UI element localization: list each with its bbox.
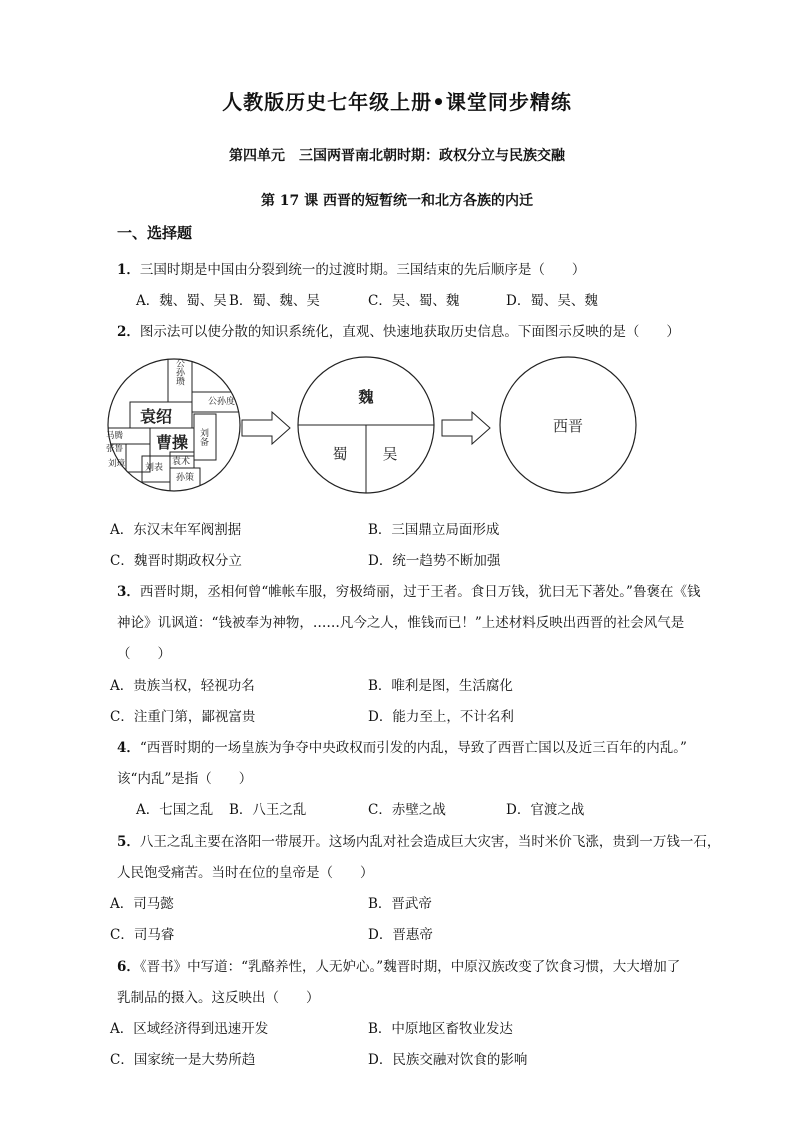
question-number: 3． <box>117 584 140 600</box>
question-1 <box>117 258 585 278</box>
option-2a[interactable]: A．东汉末年军阀割据 <box>110 522 242 538</box>
label-cao-cao: 曹操 <box>156 433 189 452</box>
question-5 <box>117 830 720 850</box>
question-text: 《晋书》中写道：“乳酪养性，人无妒心。”魏晋时期，中原汉族改变了饮食习惯，大大增加了 <box>139 959 681 975</box>
question-4-line-2: 该“内乱”是指（ ） <box>117 771 253 787</box>
question-text: 三国时期是中国由分裂到统一的过渡时期。三国结束的先后顺序是（ ） <box>139 262 586 278</box>
option-1a[interactable]: A．魏、蜀、吴 <box>136 293 227 309</box>
option-3c[interactable]: C．注重门第，鄙视富贵 <box>110 709 256 725</box>
question-number: 2． <box>117 324 140 340</box>
page-title: 人教版历史七年级上册•课堂同步精练 <box>222 90 572 114</box>
option-4d[interactable]: D．官渡之战 <box>506 802 585 818</box>
option-6a[interactable]: A．区域经济得到迅速开发 <box>110 1021 269 1037</box>
option-5b[interactable]: B．晋武帝 <box>368 896 432 912</box>
label-yuan-shu: 袁术 <box>172 457 191 467</box>
label-yuan-shao: 袁绍 <box>140 407 173 426</box>
question-3-line-2: 神论》讥讽道：“钱被奉为神物，……凡今之人，惟钱而已！”上述材料反映出西晋的社会风气是 <box>117 615 685 631</box>
option-2b[interactable]: B．三国鼎立局面形成 <box>368 522 500 538</box>
question-4 <box>117 736 687 756</box>
option-1c[interactable]: C．吴、蜀、魏 <box>368 293 460 309</box>
lesson-heading: 第 17 课 西晋的短暂统一和北方各族的内迁 <box>260 193 534 209</box>
option-6c[interactable]: C．国家统一是大势所趋 <box>110 1052 256 1068</box>
label-sun-ce: 孙策 <box>176 473 195 483</box>
option-5c[interactable]: C．司马睿 <box>110 927 175 943</box>
option-3b[interactable]: B．唯利是图，生活腐化 <box>368 678 513 694</box>
section-heading: 一、选择题 <box>117 224 193 242</box>
option-2d[interactable]: D．统一趋势不断加强 <box>368 553 501 569</box>
option-1b[interactable]: B．蜀、魏、吴 <box>229 293 320 309</box>
label-xijin: 西晋 <box>552 417 584 435</box>
question-5-line-2: 人民饱受痛苦。当时在位的皇帝是（ ） <box>117 865 374 881</box>
three-kingdoms-circle <box>298 357 434 493</box>
question-6 <box>117 955 680 975</box>
option-2c[interactable]: C．魏晋时期政权分立 <box>110 553 242 569</box>
label-liu-biao: 刘表 <box>145 463 164 473</box>
option-5d[interactable]: D．晋惠帝 <box>368 927 433 943</box>
western-jin-circle <box>500 357 636 493</box>
label-gongsun-zan: 公孙瓒 <box>174 358 184 386</box>
label-ma-teng: 马腾 <box>106 431 124 441</box>
label-liu-bei: 刘备 <box>198 428 208 446</box>
question-text: “西晋时期的一场皇族为争夺中央政权而引发的内乱，导致了西晋亡国以及近三百年的内乱。” <box>139 740 687 756</box>
label-zhang-lu: 张鲁 <box>106 444 124 454</box>
question-number: 1． <box>117 262 140 278</box>
history-diagram <box>90 352 650 502</box>
question-3 <box>117 580 700 600</box>
option-4a[interactable]: A．七国之乱 <box>136 802 214 818</box>
arrow-right-icon <box>242 412 290 444</box>
question-number: 6． <box>117 959 140 975</box>
question-text: 图示法可以使分散的知识系统化，直观、快速地获取历史信息。下面图示反映的是（ ） <box>139 324 680 340</box>
option-6b[interactable]: B．中原地区畜牧业发达 <box>368 1021 513 1037</box>
question-number: 5． <box>117 834 140 850</box>
arrow-right-icon <box>442 412 490 444</box>
label-liu-zhang: 刘璋 <box>108 459 126 469</box>
unit-heading: 第四单元 三国两晋南北朝时期：政权分立与民族交融 <box>229 148 565 164</box>
question-text: 八王之乱主要在洛阳一带展开。这场内乱对社会造成巨大灾害，当时米价飞涨，贵到一万钱一石， <box>139 834 721 850</box>
option-5a[interactable]: A．司马懿 <box>110 896 174 912</box>
option-4c[interactable]: C．赤壁之战 <box>368 802 446 818</box>
label-gongsun-du: 公孙度 <box>208 397 236 407</box>
question-number: 4． <box>117 740 140 756</box>
option-1d[interactable]: D．蜀、吴、魏 <box>506 293 598 309</box>
question-2 <box>117 320 680 340</box>
option-4b[interactable]: B．八王之乱 <box>229 802 307 818</box>
question-3-line-3: （ ） <box>117 646 171 662</box>
label-wei: 魏 <box>358 388 374 406</box>
option-3d[interactable]: D．能力至上，不计名利 <box>368 709 514 725</box>
question-text: 西晋时期，丞相何曾“帷帐车服，穷极绮丽，过于王者。食日万钱，犹曰无下著处。”鲁褒在《钱 <box>139 584 701 600</box>
option-6d[interactable]: D．民族交融对饮食的影响 <box>368 1052 528 1068</box>
question-6-line-2: 乳制品的摄入。这反映出（ ） <box>117 990 320 1006</box>
label-wu: 吴 <box>382 445 398 463</box>
label-shu: 蜀 <box>332 445 348 463</box>
option-3a[interactable]: A．贵族当权，轻视功名 <box>110 678 255 694</box>
